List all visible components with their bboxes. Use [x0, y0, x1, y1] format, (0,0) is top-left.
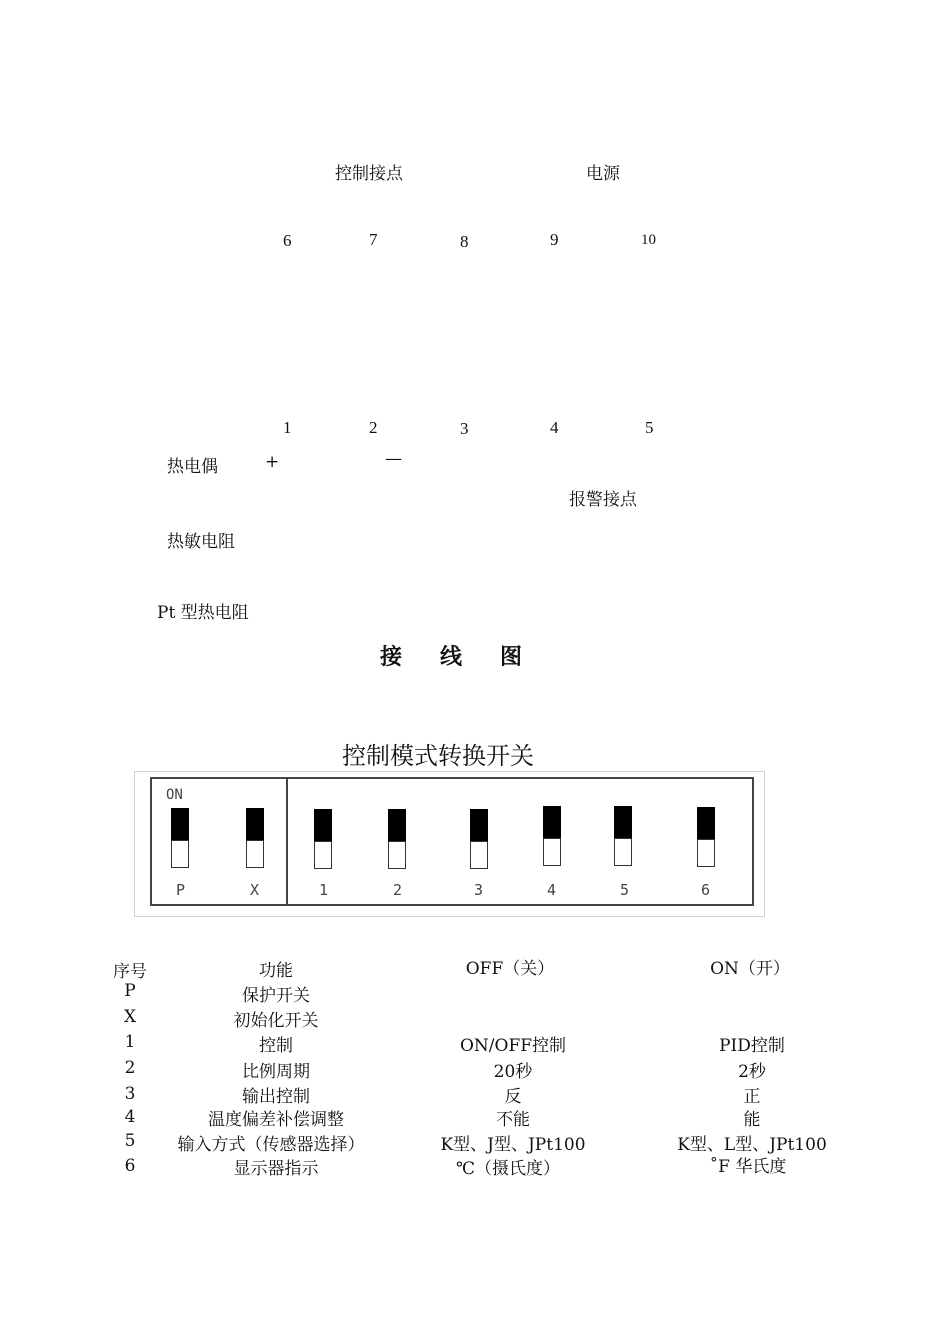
switch-lever [388, 809, 406, 841]
diagram-title: 接线图 [380, 644, 561, 670]
thermocouple-label: 热电偶 [167, 457, 218, 477]
header-function: 功能 [259, 961, 293, 981]
switch-lever [697, 807, 715, 839]
dip-switch-x[interactable] [246, 808, 264, 868]
minus-sign: — [385, 449, 402, 469]
row-function: 比例周期 [242, 1062, 310, 1082]
dip-switch-6[interactable] [697, 807, 715, 867]
dip-switch-1[interactable] [314, 809, 332, 869]
switch-slot [470, 841, 488, 869]
row-function: 初始化开关 [233, 1011, 319, 1031]
terminal-9: 9 [550, 230, 559, 249]
row-off: ON/OFF控制 [459, 1036, 567, 1056]
row-index: X [123, 1007, 137, 1027]
row-index: 3 [124, 1084, 136, 1104]
pt-rtd-label: Pt 型热电阻 [157, 603, 249, 623]
header-on: ON（开） [710, 959, 790, 979]
row-index: 5 [124, 1131, 136, 1151]
row-on: 2秒 [738, 1062, 766, 1082]
switch-label-3: 3 [474, 881, 484, 899]
dip-switch-5[interactable] [614, 806, 632, 866]
row-off: 反 [504, 1087, 522, 1107]
switch-label-p: P [176, 881, 186, 899]
switch-lever [171, 808, 189, 840]
row-function: 输入方式（传感器选择） [177, 1135, 365, 1155]
alarm-contact-label: 报警接点 [569, 490, 637, 510]
power-label: 电源 [586, 164, 620, 184]
switch-lever [246, 808, 264, 840]
switch-slot [614, 838, 632, 866]
switch-slot [314, 841, 332, 869]
terminal-10: 10 [641, 232, 656, 248]
switch-label-4: 4 [547, 881, 557, 899]
row-off: 20秒 [493, 1062, 533, 1082]
terminal-6: 6 [283, 231, 292, 250]
row-off: 不能 [496, 1110, 530, 1130]
switch-label-5: 5 [620, 881, 630, 899]
row-on: 能 [743, 1110, 761, 1130]
row-function: 控制 [259, 1036, 293, 1056]
row-function: 输出控制 [242, 1087, 310, 1107]
dip-switch-4[interactable] [543, 806, 561, 866]
switch-label-x: X [250, 881, 260, 899]
thermistor-label: 热敏电阻 [167, 532, 235, 552]
dip-switch-3[interactable] [470, 809, 488, 869]
terminal-1: 1 [283, 418, 292, 437]
terminal-4: 4 [550, 418, 559, 437]
dip-divider [286, 779, 288, 904]
dip-switch-frame [150, 777, 754, 906]
row-on: PID控制 [719, 1036, 785, 1056]
terminal-2: 2 [369, 418, 378, 437]
dip-switch-2[interactable] [388, 809, 406, 869]
terminal-7: 7 [369, 230, 378, 249]
switch-lever [470, 809, 488, 841]
row-index: 2 [124, 1058, 136, 1078]
on-marker: ON [166, 787, 183, 803]
switch-label-2: 2 [393, 881, 403, 899]
header-index: 序号 [113, 962, 147, 982]
switch-label-1: 1 [319, 881, 329, 899]
row-on: ˚F 华氏度 [709, 1157, 787, 1177]
row-index: 1 [124, 1032, 136, 1052]
switch-label-6: 6 [701, 881, 711, 899]
row-function: 显示器指示 [233, 1159, 319, 1179]
switch-slot [543, 838, 561, 866]
switch-slot [171, 840, 189, 868]
row-index: 4 [124, 1107, 136, 1127]
switch-slot [388, 841, 406, 869]
plus-sign: + [265, 452, 280, 472]
switch-lever [614, 806, 632, 838]
dip-switch-p[interactable] [171, 808, 189, 868]
switch-lever [314, 809, 332, 841]
row-index: P [124, 981, 136, 1001]
header-off: OFF（关） [465, 959, 555, 979]
dip-switch-panel [134, 771, 765, 917]
row-function: 温度偏差补偿调整 [208, 1110, 344, 1130]
switch-slot [246, 840, 264, 868]
row-on: K型、L型、JPt100 [677, 1135, 827, 1155]
switch-slot [697, 839, 715, 867]
switch-lever [543, 806, 561, 838]
row-function: 保护开关 [242, 986, 310, 1006]
row-off: ℃（摄氏度） [455, 1159, 561, 1179]
row-index: 6 [124, 1156, 136, 1176]
row-on: 正 [743, 1087, 761, 1107]
switch-panel-title: 控制模式转换开关 [342, 742, 534, 770]
terminal-3: 3 [460, 419, 469, 438]
terminal-5: 5 [645, 418, 654, 437]
control-contact-label: 控制接点 [335, 164, 403, 184]
terminal-8: 8 [460, 232, 469, 251]
row-off: K型、J型、JPt100 [440, 1135, 586, 1155]
